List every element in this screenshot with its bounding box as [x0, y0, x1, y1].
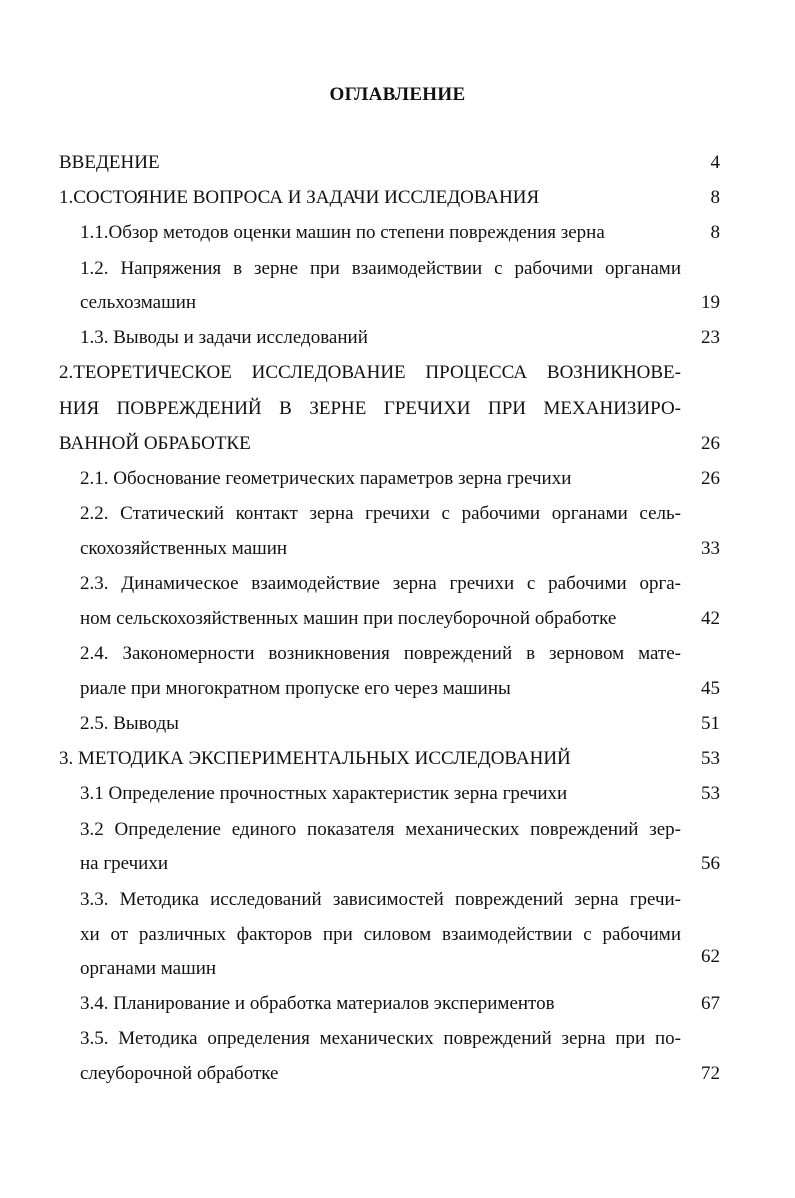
- toc-chapter-3: 3. МЕТОДИКА ЭКСПЕРИМЕНТАЛЬНЫХ ИССЛЕДОВАНИЙ: [59, 748, 571, 769]
- toc-section-2-3-line1: 2.3. Динамическое взаимодействие зерна гречихи с рабочими орга-: [80, 573, 681, 594]
- toc-section-1-1: 1.1.Обзор методов оценки машин по степени повреждения зерна: [80, 222, 605, 243]
- toc-section-2-2-line2: скохозяйственных машин: [80, 538, 288, 559]
- toc-page-number: 45: [701, 678, 720, 699]
- toc-page-number: 42: [701, 608, 720, 629]
- toc-page-number: 19: [701, 292, 720, 313]
- toc-page-number: 67: [701, 993, 720, 1014]
- toc-section-3-2-line2: на гречихи: [80, 853, 168, 874]
- toc-section-3-2-line1: 3.2 Определение единого показателя механических повреждений зер-: [80, 819, 681, 840]
- toc-section-3-1: 3.1 Определение прочностных характеристик зерна гречихи: [80, 783, 568, 804]
- toc-page-number: 51: [701, 713, 720, 734]
- toc-section-2-3-line2: ном сельскохозяйственных машин при послеуборочной обработке: [80, 608, 617, 629]
- toc-section-2-4-line2: риале при многократном пропуске его через машины: [80, 678, 511, 699]
- toc-section-3-5-line2: слеуборочной обработке: [80, 1063, 279, 1084]
- toc-section-2-1: 2.1. Обоснование геометрических параметров зерна гречихи: [80, 468, 572, 489]
- toc-entry-intro: ВВЕДЕНИЕ: [59, 152, 160, 173]
- toc-section-3-4: 3.4. Планирование и обработка материалов экспериментов: [80, 993, 555, 1014]
- toc-chapter-1: 1.СОСТОЯНИЕ ВОПРОСА И ЗАДАЧИ ИССЛЕДОВАНИЯ: [59, 187, 540, 208]
- toc-page-number: 8: [710, 187, 720, 208]
- toc-chapter-2-line1: 2.ТЕОРЕТИЧЕСКОЕ ИССЛЕДОВАНИЕ ПРОЦЕССА ВОЗНИКНОВЕ-: [59, 362, 681, 383]
- toc-section-2-4-line1: 2.4. Закономерности возникновения повреждений в зерновом мате-: [80, 643, 681, 664]
- toc-section-3-5-line1: 3.5. Методика определения механических повреждений зерна при по-: [80, 1028, 681, 1049]
- toc-section-1-2-line2: сельхозмашин: [80, 292, 197, 313]
- toc-section-1-2-line1: 1.2. Напряжения в зерне при взаимодействии с рабочими органами: [80, 258, 681, 279]
- toc-section-3-3-line3: органами машин: [80, 958, 217, 979]
- toc-page-number: 53: [701, 783, 720, 804]
- toc-page-number: 53: [701, 748, 720, 769]
- toc-page-number: 4: [710, 152, 720, 173]
- toc-page-number: 23: [701, 327, 720, 348]
- toc-page-number: 72: [701, 1063, 720, 1084]
- toc-section-2-2-line1: 2.2. Статический контакт зерна гречихи с рабочими органами сель-: [80, 503, 681, 524]
- toc-chapter-2-line3: ВАННОЙ ОБРАБОТКЕ: [59, 433, 251, 454]
- toc-page-number: 8: [710, 222, 720, 243]
- toc-page-number: 26: [701, 468, 720, 489]
- toc-chapter-2-line2: НИЯ ПОВРЕЖДЕНИЙ В ЗЕРНЕ ГРЕЧИХИ ПРИ МЕХАНИЗИРО-: [59, 398, 681, 419]
- toc-page-number: 26: [701, 433, 720, 454]
- toc-section-3-3-line1: 3.3. Методика исследований зависимостей повреждений зерна гречи-: [80, 889, 681, 910]
- toc-section-2-5: 2.5. Выводы: [80, 713, 179, 734]
- toc-page-number: 56: [701, 853, 720, 874]
- toc-title: ОГЛАВЛЕНИЕ: [329, 84, 466, 105]
- toc-section-1-3: 1.3. Выводы и задачи исследований: [80, 327, 368, 348]
- toc-section-3-3-line2: хи от различных факторов при силовом взаимодействии с рабочими: [80, 924, 681, 945]
- toc-page-number: 33: [701, 538, 720, 559]
- toc-page-number: 62: [701, 946, 720, 967]
